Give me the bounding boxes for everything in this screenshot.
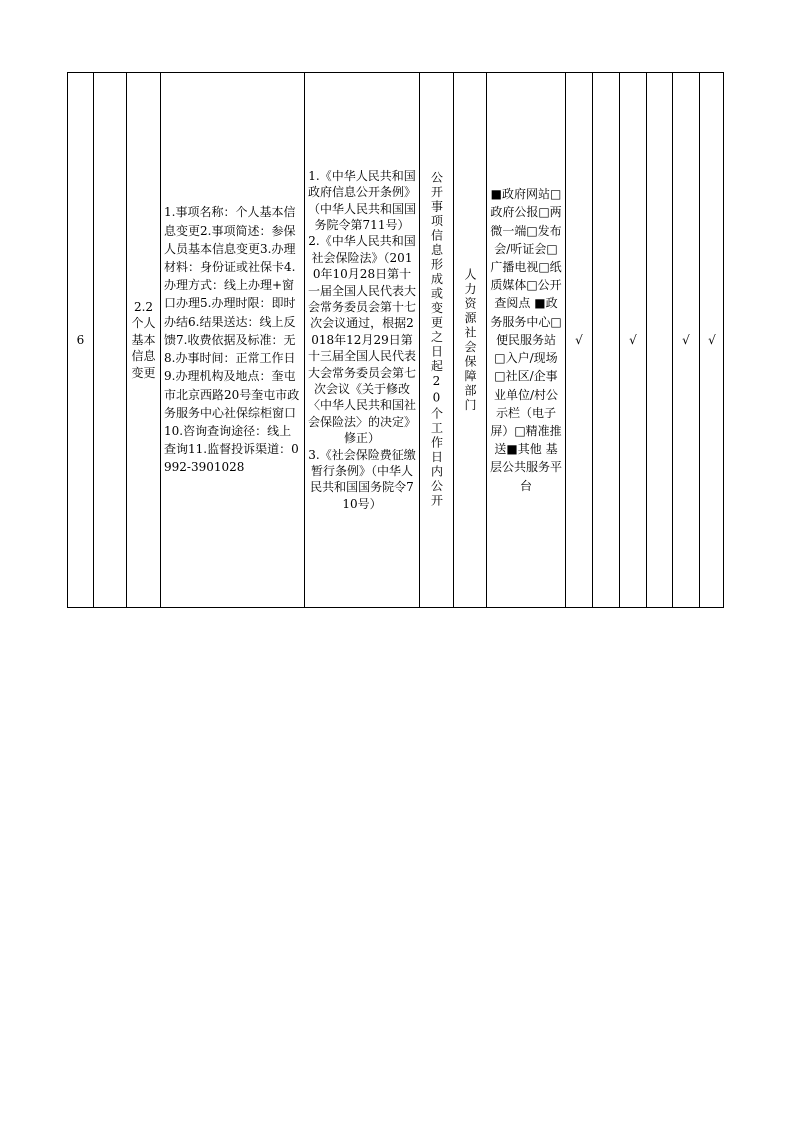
cell-subject <box>454 73 486 607</box>
cell-basis <box>305 73 419 607</box>
level2-item: 2.2个人基本信息变更 <box>131 299 156 380</box>
cell-level2 <box>127 73 160 607</box>
check-mark: √ <box>575 333 583 347</box>
item-content: 1.事项名称：个人基本信息变更2.事项简述：参保人员基本信息变更3.办理材料：身份证或社保卡4.办理方式：线上办理+窗口办理5.办理时限：即时办结6.结果送达：线上反馈7.收费依据及标准：无8.办事时间：正常工作日9.办理机构及地点：奎屯市北京西路20号奎屯市政务服务中心社保综柜窗口10.咨询查询途径：线上查询11.监督投诉渠道：0992-3901028 <box>164 205 300 475</box>
cell-timeline <box>420 73 453 607</box>
cell-check-5 <box>673 73 699 607</box>
cell-level1 <box>93 73 126 607</box>
cell-check-1 <box>566 73 592 607</box>
cell-content <box>161 73 304 607</box>
basis-line-3: 3.《社会保险费征缴暂行条例》（中华人民共和国国务院令710号） <box>308 447 416 511</box>
cell-index <box>68 73 93 607</box>
cell-check-2 <box>593 73 619 607</box>
cell-check-6 <box>700 73 724 607</box>
disclosure-subject: 人力资源社会保障部门 <box>463 267 477 413</box>
check-mark: √ <box>629 333 637 347</box>
cell-check-4 <box>647 73 672 607</box>
row-index: 6 <box>76 332 85 347</box>
cell-channels <box>487 73 565 607</box>
check-mark: √ <box>682 333 690 347</box>
disclosure-timeline: 公开事项信息形成或变更之日起20个工作日内公开 <box>429 171 444 509</box>
basis-line-2: 2.《中华人民共和国社会保险法》（2010年10月28日第十一届全国人民代表大会常务委员会第十七次会议通过，根据2018年12月29日第十三届全国人民代表大会常务委员会第七次会议《关于修改〈中华人民共和国社会保险法〉的决定》修正） <box>308 234 417 446</box>
disclosure-channels: ■政府网站□政府公报□两微一端□发布会/听证会□广播电视□纸质媒体□公开查阅点 ■政务服务中心□便民服务站 □入户/现场□社区/企事业单位/村公示栏（电子屏）□精准推送■其他 基层公共服务平台 <box>489 187 562 493</box>
check-mark: √ <box>708 333 716 347</box>
basis-line-1: 1.《中华人民共和国政府信息公开条例》（中华人民共和国国务院令第711号） <box>308 168 417 232</box>
cell-check-3 <box>620 73 646 607</box>
table-row <box>67 72 724 608</box>
